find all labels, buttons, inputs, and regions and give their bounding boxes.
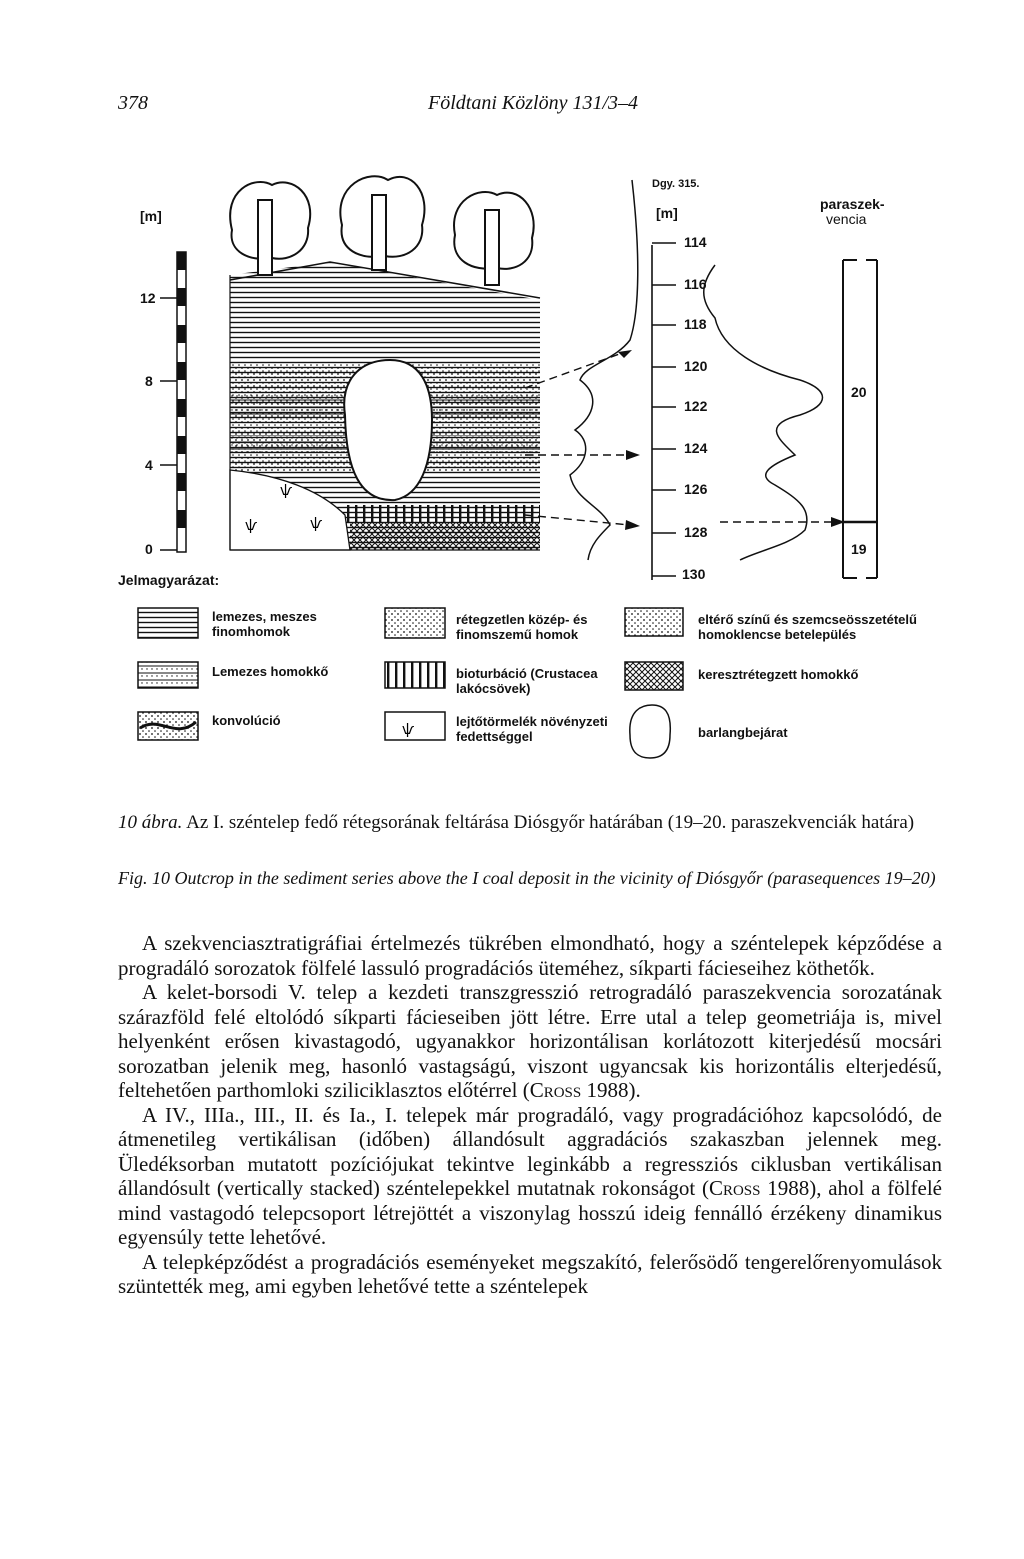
paragraph: A kelet-borsodi V. telep a kezdeti transzgresszió retrogradáló paraszekvencia sorozatának szárazföld felé eltolódó síkparti fácieseiben jött létre. Erre utal a telep geometriája is, mivel helyenként erősen kivastagodó, ugyanakkor horizontálisan korlátozott kiterjedésű mocsári sorozatban jelenik meg, hasonló vastagságú, viszont ugyancsak kis horizontális elterjedésű, feltehetően parthomloki sziliciklasztos előtérrel (Cross 1988). [118,980,942,1102]
well-log-left [570,180,638,560]
depth-tick-114: 114 [684,234,707,250]
figure-caption-en: Fig. 10 Outcrop in the sediment series above the I coal deposit in the vicinity of Diósgyőr (parasequences 19–20) [118,868,936,888]
depth-unit: [m] [656,205,678,221]
depth-tick-126: 126 [684,481,708,497]
left-tick-8: 8 [145,373,153,389]
legend-item: Lemezes homokkő [212,664,329,679]
legend-swatch-unbedded-sand [385,608,445,638]
legend-item: barlangbejárat [698,725,788,740]
depth-tick-124: 124 [684,440,708,456]
legend-swatch-laminated-calcareous-fine-sand [138,608,198,638]
svg-text:ѱ: ѱ [402,722,415,738]
legend-title: Jelmagyarázat: [118,572,220,588]
legend-swatch-cave-entrance [630,705,670,758]
cave-entrance [344,360,432,500]
legend-item: lejtőtörmelék növényzeti fedettséggel [456,714,608,744]
depth-tick-118: 118 [684,316,707,332]
legend-swatch-laminated-sandstone [138,662,198,688]
figure-caption-hu: 10 ábra. Az I. széntelep fedő rétegsorának feltárása Diósgyőr határában (19–20. paraszekvenciák határa) [118,812,915,833]
svg-text:ѱ: ѱ [310,516,323,532]
depth-tick-120: 120 [684,358,708,374]
depth-tick-116: 116 [684,276,707,292]
legend-item: eltérő színű és szemcseösszetételű homoklencse betelepülés [698,612,917,642]
page-number: 378 [118,92,148,114]
left-scale-bar [160,252,186,552]
well-log-right [704,265,823,560]
paragraph: A telepképződést a progradációs eseményeket megszakító, felerősödő tengerelőrenyomulások szüntették meg, ami egyben lehetővé tette a széntelepek [118,1249,942,1298]
left-tick-12: 12 [140,290,156,306]
legend-item: konvolúció [212,713,281,728]
legend-swatch-slope-debris [385,712,445,740]
depth-axis [652,243,676,580]
outcrop-section [230,262,540,550]
journal-title: Földtani Közlöny 131/3–4 [428,92,638,114]
paragraph: A IV., IIIa., III., II. és Ia., I. telepek már progradáló, vagy progradációhoz kapcsolódó, de átmenetileg vertikálisan (időben) állandósult aggradációs szakaszban jelennek meg. Üledéksorban mutatott pozíciójukat tekintve leginkább a regressziós ciklusban vertikálisan állandósult (vertically stacked) széntelepekkel mutatnak rokonságot (Cross 1988), ahol a fölfelé mind vastagodó telepcsoport létrejöttét a viszonylag hosszú ideig fennálló érzékeny dinamikus egyensúly tette lehetővé. [118,1102,942,1249]
parasequence-19: 19 [851,541,867,557]
legend-item: bioturbáció (Crustacea lakócsövek) [456,666,598,696]
svg-text:ѱ: ѱ [280,483,293,499]
left-tick-4: 4 [145,457,153,473]
legend-swatch-cross-bedded-sandstone [625,662,683,690]
svg-text:ѱ: ѱ [245,518,258,534]
parasequence-title-1: paraszek- [820,196,885,212]
tree-icon [230,176,534,285]
parasequence-column [843,260,877,578]
legend-item: rétegzetlen közép- és finomszemű homok [456,612,588,642]
parasequence-20: 20 [851,384,867,400]
legend-swatch-sand-lens [625,608,683,636]
correlation-arrows [525,352,835,525]
well-label: Dgy. 315. [652,178,700,190]
legend-swatch-bioturbation [385,662,445,688]
parasequence-title-2: vencia [826,211,867,227]
depth-tick-122: 122 [684,398,708,414]
depth-tick-128: 128 [684,524,708,540]
left-tick-0: 0 [145,541,153,557]
body-text [118,931,942,1299]
depth-tick-130: 130 [682,566,706,582]
paragraph: A szekvenciasztratigráfiai értelmezés tükrében elmondható, hogy a széntelepek képződése a progradáló sorozatok fölfelé lassuló progradációs üteméhez, síkparti fácieseihez köthetők. [118,931,942,980]
legend-item: lemezes, meszes finomhomok [212,609,317,639]
left-axis-label: [m] [140,208,162,224]
legend-item: keresztrétegzett homokkő [698,667,859,682]
